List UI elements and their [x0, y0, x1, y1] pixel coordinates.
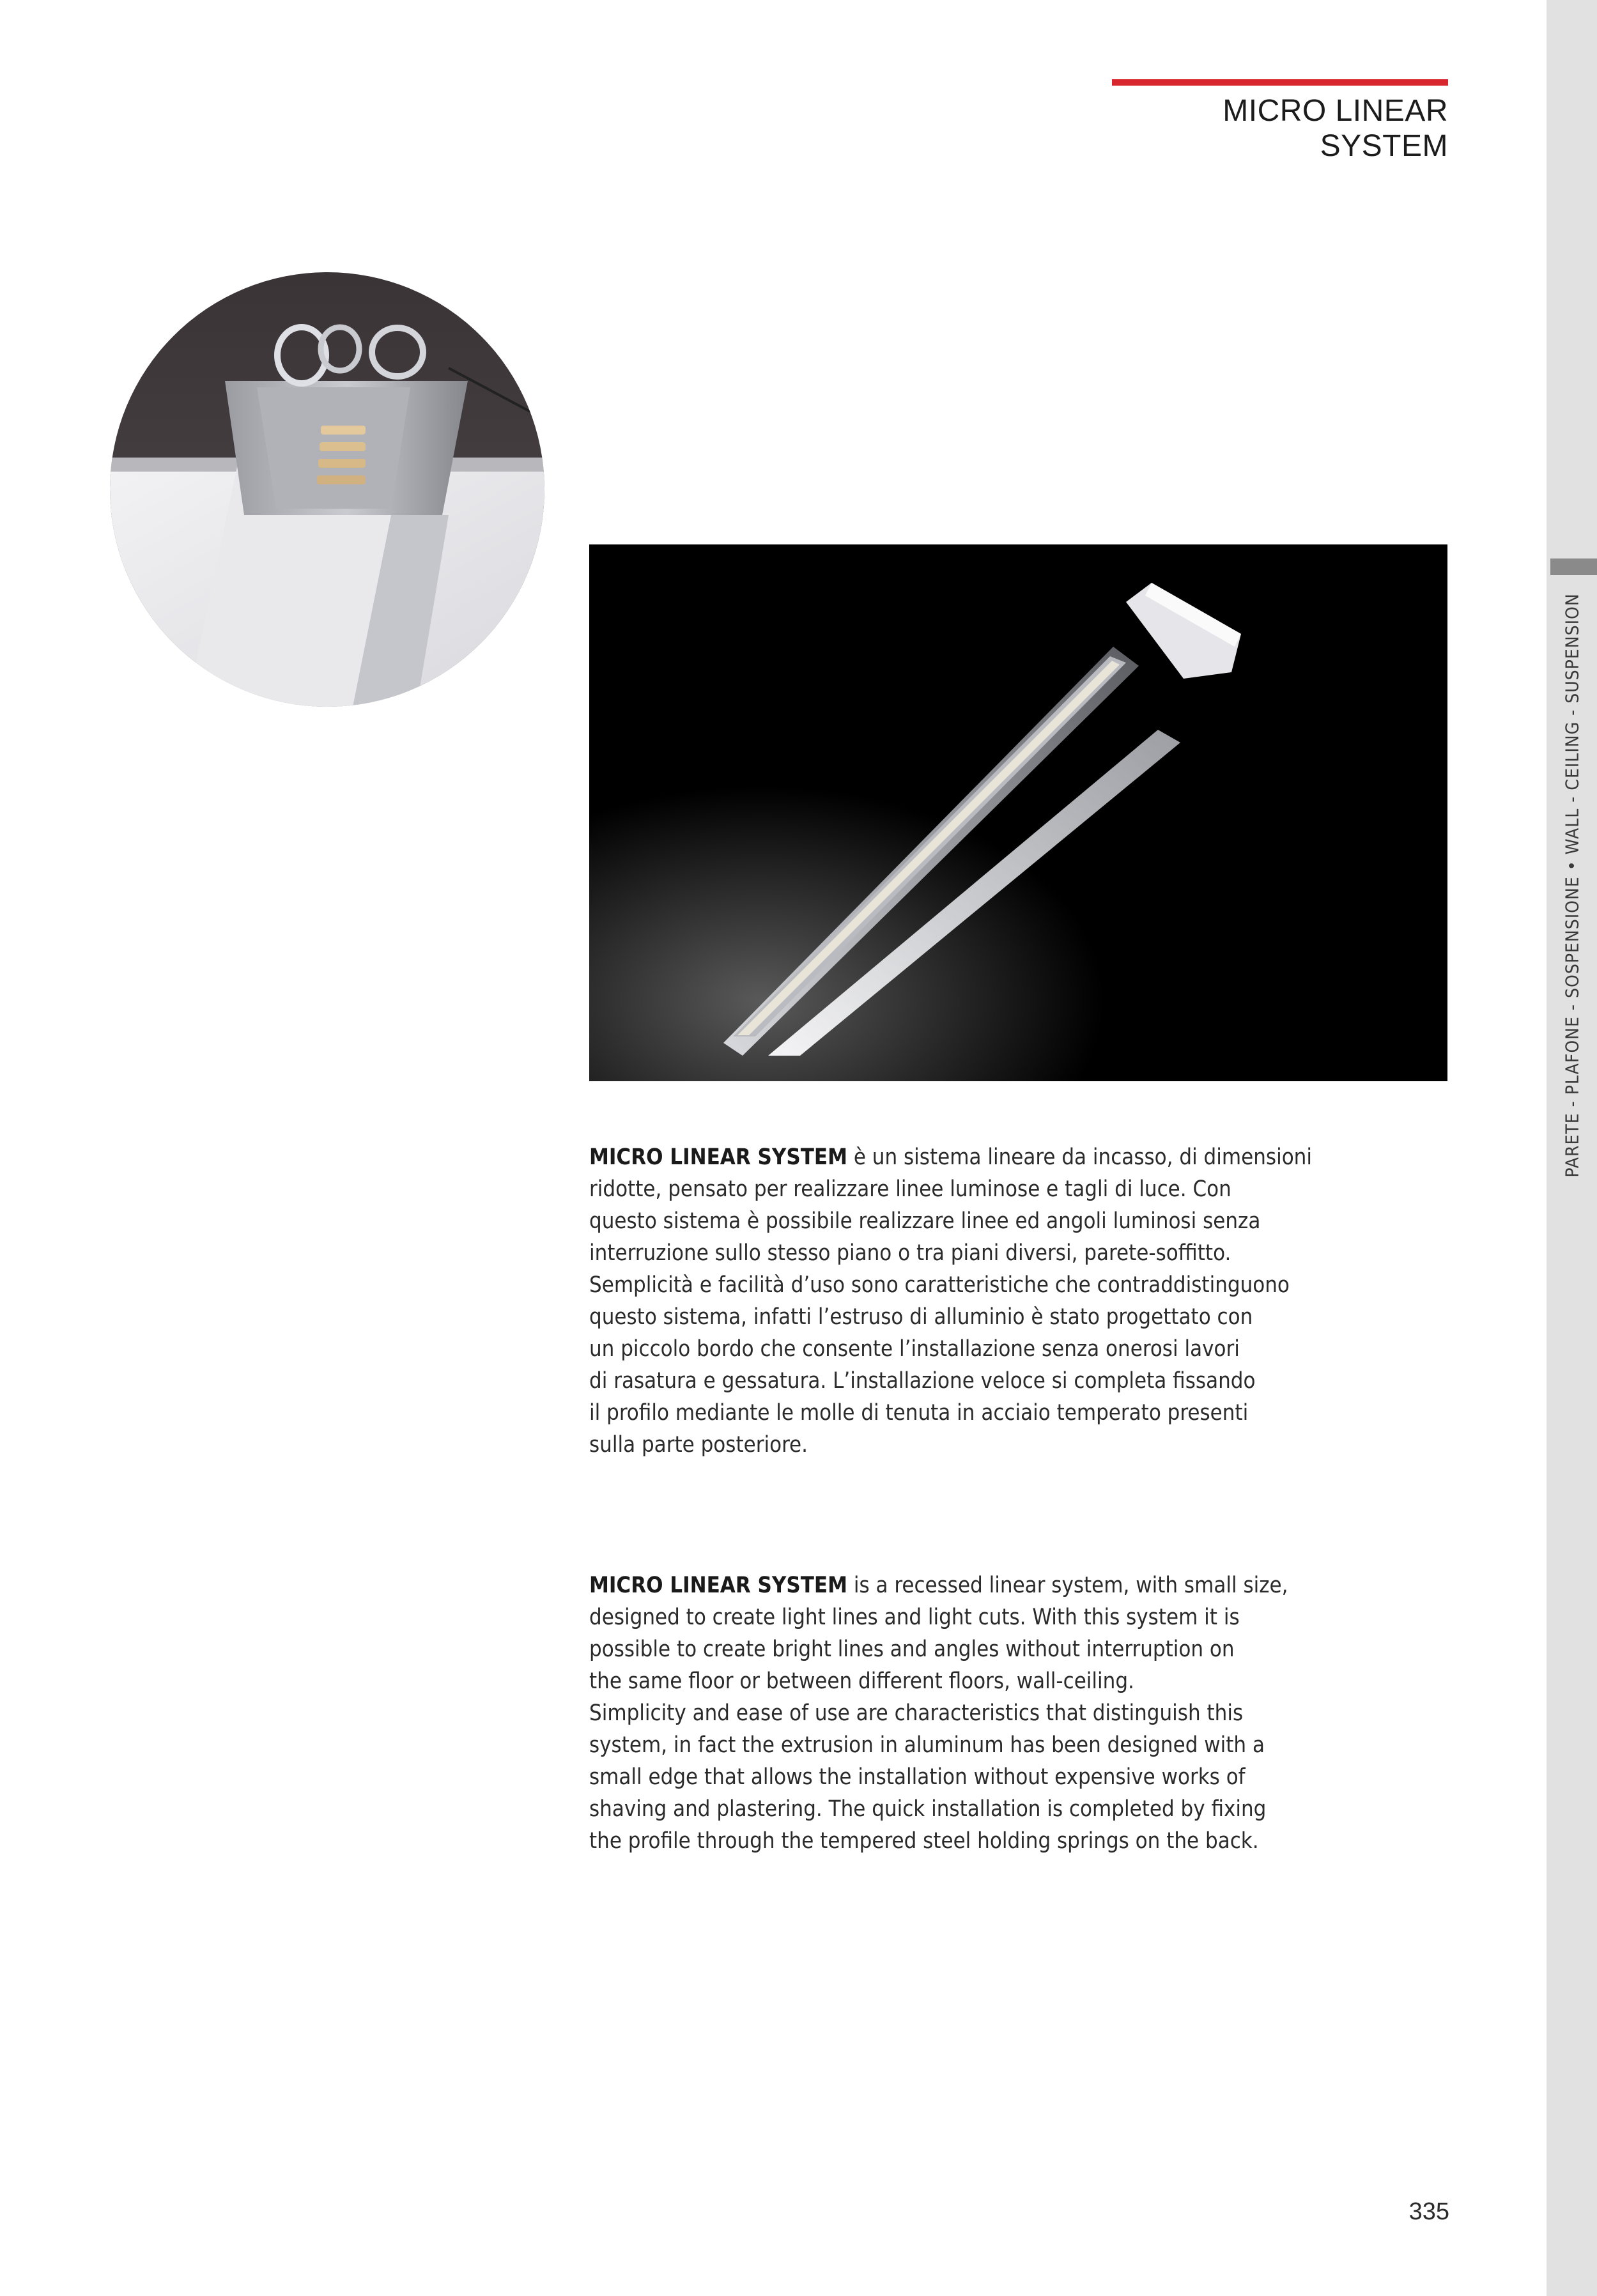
product-photo [589, 544, 1447, 1081]
description-italian [589, 1141, 1343, 1461]
side-category-label: PARETE - PLAFONE - SOSPENSIONE • WALL - CEILING - SUSPENSION [1561, 592, 1583, 1178]
detail-photo-circle [110, 272, 544, 707]
product-photo-illustration [589, 544, 1447, 1081]
detail-photo-illustration [110, 272, 544, 707]
page-title: MICRO LINEAR SYSTEM [1223, 94, 1448, 163]
description-english-paragraph [589, 1569, 1343, 1857]
description-english [589, 1569, 1343, 1857]
page-number: 335 [1408, 2198, 1449, 2225]
header-red-rule [1112, 79, 1448, 86]
description-italian-text: è un sistema lineare da incasso, di dimensioni ridotte, pensato per realizzare linee luminose e tagli di luce. Con questo sistema è possibile realizzare linee ed angoli luminosi senza interruzione sullo stesso piano o tra piani diversi, parete-soffitto. Semplicità e facilità d’uso sono caratteristiche che contraddistinguono questo sistema, infatti l’estruso di alluminio è stato progettato con un piccolo bordo che consente l’installazione senza onerosi lavori di rasatura e gessatura. L’installazione veloce si completa fissando il profilo mediante le molle di tenuta in acciaio temperato presenti sulla parte posteriore. [589, 1144, 1312, 1458]
description-english-brand: MICRO LINEAR SYSTEM [589, 1573, 847, 1598]
side-tab-marker [1550, 559, 1597, 575]
description-italian-paragraph [589, 1141, 1343, 1461]
description-english-text: is a recessed linear system, with small size, designed to create light lines and light cuts. With this system it is possible to create bright lines and angles without interruption on the same floor or between different floors, wall-ceiling. Simplicity and ease of use are characteristics that distinguish this system, in fact the extrusion in aluminum has been designed with a small edge that allows the installation without expensive works of shaving and plastering. The quick installation is completed by fixing the profile through the tempered steel holding springs on the back. [589, 1573, 1288, 1854]
description-italian-brand: MICRO LINEAR SYSTEM [589, 1144, 847, 1170]
side-category-label-wrapper [1559, 594, 1585, 1176]
